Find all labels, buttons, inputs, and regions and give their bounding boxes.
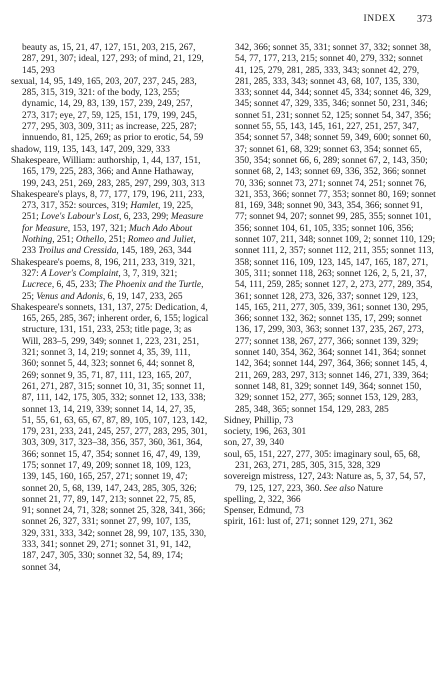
index-entry-text: , 3, 7, 319, 321; [118, 268, 178, 279]
index-entry [224, 427, 436, 438]
index-entry-text: Spenser, Edmund, 73 [224, 506, 304, 517]
index-column-right [224, 43, 436, 529]
index-entry [11, 145, 209, 156]
index-entry-italic-title: See also [324, 483, 356, 494]
index-entry-text: , 251; [52, 235, 76, 246]
index-column-left [11, 43, 209, 574]
index-entry-text: , 145, 189, 263, 344 [116, 246, 192, 257]
index-entry [224, 472, 436, 495]
index-entry [11, 258, 209, 303]
index-entry-text: , 233 [22, 235, 196, 257]
index-entry-text: , 251; [104, 235, 128, 246]
index-entry-text: beauty as, 15, 21, 47, 127, 151, 203, 215, 267, 287, 291, 307; ideal, 127, 293; of mind, 21, 129, 145, 293 [22, 43, 204, 76]
index-entry [224, 506, 436, 517]
index-entry-text: , 6, 19, 147, 233, 265 [102, 291, 183, 302]
page-number: 373 [417, 14, 432, 25]
index-entry-text: sovereign mistress, 127, 243: Nature as, 5, 37, 54, 57, 79, 125, 127, 223, 360. [224, 472, 426, 494]
index-entry [11, 156, 209, 190]
index-entry-text: , 19, 225, 251; [22, 201, 194, 223]
index-entry-text: Shakespeare's plays, 8, 77, 177, 179, 196, 211, 233, 273, 317, 352: sources, 319; [11, 189, 205, 212]
index-entry-text: Shakespeare's sonnets, 131, 137, 275: Dedication, 4, 165, 265, 285, 367; inherent order, 6, 155; logical structure, 131, 151, 233, 253; title page, 3; as Will, 283–5, 299, 349; sonnet 1, 223, 231, 251, 321; sonnet 3, 14, 219; sonnet 4, 35, 39, 111, 360; sonnet 5, 44, 323; sonnet 6, 44; sonnet 8, 269; sonnet 9, 35, 71, 87, 111, 123, 165, 207, 261, 271, 287, 315; sonnet 10, 31, 35; sonnet 11, 87, 111, 142, 175, 305, 332; sonnet 12, 133, 338; sonnet 13, 14, 219, 339; sonnet 14, 14, 27, 35, 51, 55, 61, 63, 65, 67, 87, 89, 105, 107, 123, 142, 179, 231, 233, 241, 245, 257, 277, 283, 295, 301, 303, 309, 317, 323–38, 356, 357, 360, 361, 364, 366; sonnet 15, 47, 354; sonnet 16, 47, 49, 139, 175; sonnet 17, 49, 209; sonnet 18, 109, 123, 139, 145, 160, 165, 257, 271; sonnet 19, 47; sonnet 20, 5, 68, 139, 147, 243, 285, 305, 326; sonnet 21, 77, 89, 147, 213; sonnet 22, 75, 85, 91; sonnet 24, 71, 328; sonnet 25, 328, 341, 366; sonnet 26, 327, 331; sonnet 27, 99, 107, 135, 329, 331, 333, 342; sonnet 28, 99, 107, 135, 330, 333, 341; sonnet 29, 271; sonnet 31, 91, 142, 187, 247, 305, 330; sonnet 32, 54, 89, 174; sonnet 34, [11, 302, 209, 573]
index-entry-text: 342, 366; sonnet 35, 331; sonnet 37, 332; sonnet 38, 54, 77, 177, 213, 215; sonnet 40, 279, 332; sonnet 41, 125, 279, 281, 285, 333, 343; sonnet 42, 279, 281, 285, 333, 343; sonnet 43, 68, 107, 135, 330, 333; sonnet 44, 344; sonnet 45, 334; sonnet 46, 329, 345; sonnet 47, 329, 335, 346; sonnet 50, 231, 346; sonnet 51, 231; sonnet 52, 125; sonnet 54, 347, 356; sonnet 55, 55, 143, 145, 161, 227, 251, 257, 347, 354; sonnet 57, 348; sonnet 59, 349, 600; sonnet 60, 37; sonnet 61, 68, 329; sonnet 63, 354; sonnet 65, 350, 354; sonnet 66, 6, 289; sonnet 67, 2, 143, 350; sonnet 68, 2, 143; sonnet 69, 336, 352, 366; sonnet 70, 336; sonnet 73, 271; sonnet 74, 251; sonnet 76, 321, 353, 366; sonnet 77, 353; sonnet 80, 169; sonnet 81, 169, 348; sonnet 90, 343, 354, 366; sonnet 91, 77; sonnet 94, 207; sonnet 99, 285, 355; sonnet 101, 356; sonnet 104, 61, 105, 335; sonnet 106, 356; sonnet 107, 211, 348; sonnet 109, 2; sonnet 110, 129; sonnet 111, 2, 357; sonnet 112, 211, 355; sonnet 113, 358; sonnet 116, 109, 123, 145, 147, 165, 187, 271, 305, 311; sonnet 118, 263; sonnet 126, 2, 5, 21, 37, 54, 111, 259, 285; sonnet 127, 2, 273, 277, 289, 354, 361; sonnet 128, 273, 326, 337; sonnet 129, 123, 145, 165, 211, 277, 305, 339, 361; sonnet 130, 295, 366; sonnet 132, 362; sonnet 135, 17, 299; sonnet 136, 17, 299, 303, 363; sonnet 137, 235, 267, 273, 277; sonnet 138, 267, 277, 366; sonnet 139, 329; sonnet 140, 354, 362, 364; sonnet 141, 364; sonnet 142, 364; sonnet 144, 297, 364, 366; sonnet 145, 4, 211, 269, 283, 297, 313; sonnet 146, 271, 339, 364; sonnet 148, 81, 329; sonnet 149, 364; sonnet 150, 329; sonnet 152, 277, 365; sonnet 153, 129, 283, 285, 348, 365; sonnet 154, 129, 283, 285 [235, 43, 436, 415]
index-entry [224, 517, 436, 528]
index-entry-italic-title: Lucrece [22, 280, 52, 291]
index-entry-italic-title: A Lover's Complaint [41, 268, 119, 279]
index-entry-text: Shakespeare's poems, 8, 196, 211, 233, 319, 321, 327: [11, 257, 196, 279]
index-entry-text: Sidney, Phillip, 73 [224, 415, 294, 426]
index-entry [224, 495, 436, 506]
index-entry [224, 416, 436, 427]
index-entry-italic-title: Venus and Adonis [36, 291, 103, 302]
index-entry-text: spirit, 161: lust of, 271; sonnet 129, 271, 362 [224, 517, 393, 528]
index-entry-text: , 6, 45, 233; [51, 280, 99, 291]
index-entry-text: sexual, 14, 95, 149, 165, 203, 207, 237, 245, 283, 285, 315, 319, 321: of the body, 123, 255; dynamic, 14, 29, 83, 139, 157, 239, 249, 257, 273, 317; eye, 27, 59, 125, 151, 179, 199, 245, 277, 295, 303, 309, 311; as increase, 225, 287; innuendo, 81, 125, 269; as prior to erotic, 54, 59 [11, 76, 204, 144]
index-entry [224, 450, 436, 473]
index-entry-italic-title: Love's Labour's Lost [41, 212, 120, 223]
index-entry-italic-title: Romeo and Juliet [127, 235, 194, 246]
index-entry-text: spelling, 2, 322, 366 [224, 494, 301, 505]
index-entry-italic-title: Much Ado About Nothing [22, 223, 193, 246]
index-entry-text: Nature [355, 483, 383, 494]
index-entry-text: soul, 65, 151, 227, 277, 305: imaginary soul, 65, 68, 231, 263, 271, 285, 305, 315, 328, 329 [224, 449, 421, 471]
index-entry [11, 43, 209, 77]
running-header-title: INDEX [363, 14, 396, 24]
index-entry-italic-title: The Phoenix and the Turtle [99, 280, 202, 291]
index-entry [11, 190, 209, 258]
index-entry-text: , 6, 233, 299; [119, 212, 171, 223]
index-entry-text: shadow, 119, 135, 143, 147, 209, 329, 333 [11, 144, 170, 155]
index-entry-italic-title: Troilus and Cressida [38, 246, 117, 257]
index-entry [224, 43, 436, 416]
index-entry-text: society, 196, 263, 301 [224, 427, 307, 438]
index-entry [224, 438, 436, 449]
index-entry-text: , 25; [22, 280, 204, 302]
index-entry-italic-title: Othello [75, 235, 105, 246]
index-entry [11, 77, 209, 145]
running-header [0, 14, 440, 28]
index-entry [11, 303, 209, 574]
index-entry-text: Shakespeare, William: authorship, 1, 44, 137, 151, 165, 179, 225, 283, 366; and Anne Hathaway, 199, 243, 251, 269, 283, 285, 297, 299, 303, 313 [11, 155, 205, 189]
index-entry-italic-title: Hamlet [130, 201, 158, 212]
index-entry-text: , 153, 197, 321; [67, 223, 129, 234]
index-entry-italic-title: Measure for Measure [22, 212, 204, 234]
index-entry-text: son, 27, 39, 340 [224, 438, 284, 449]
